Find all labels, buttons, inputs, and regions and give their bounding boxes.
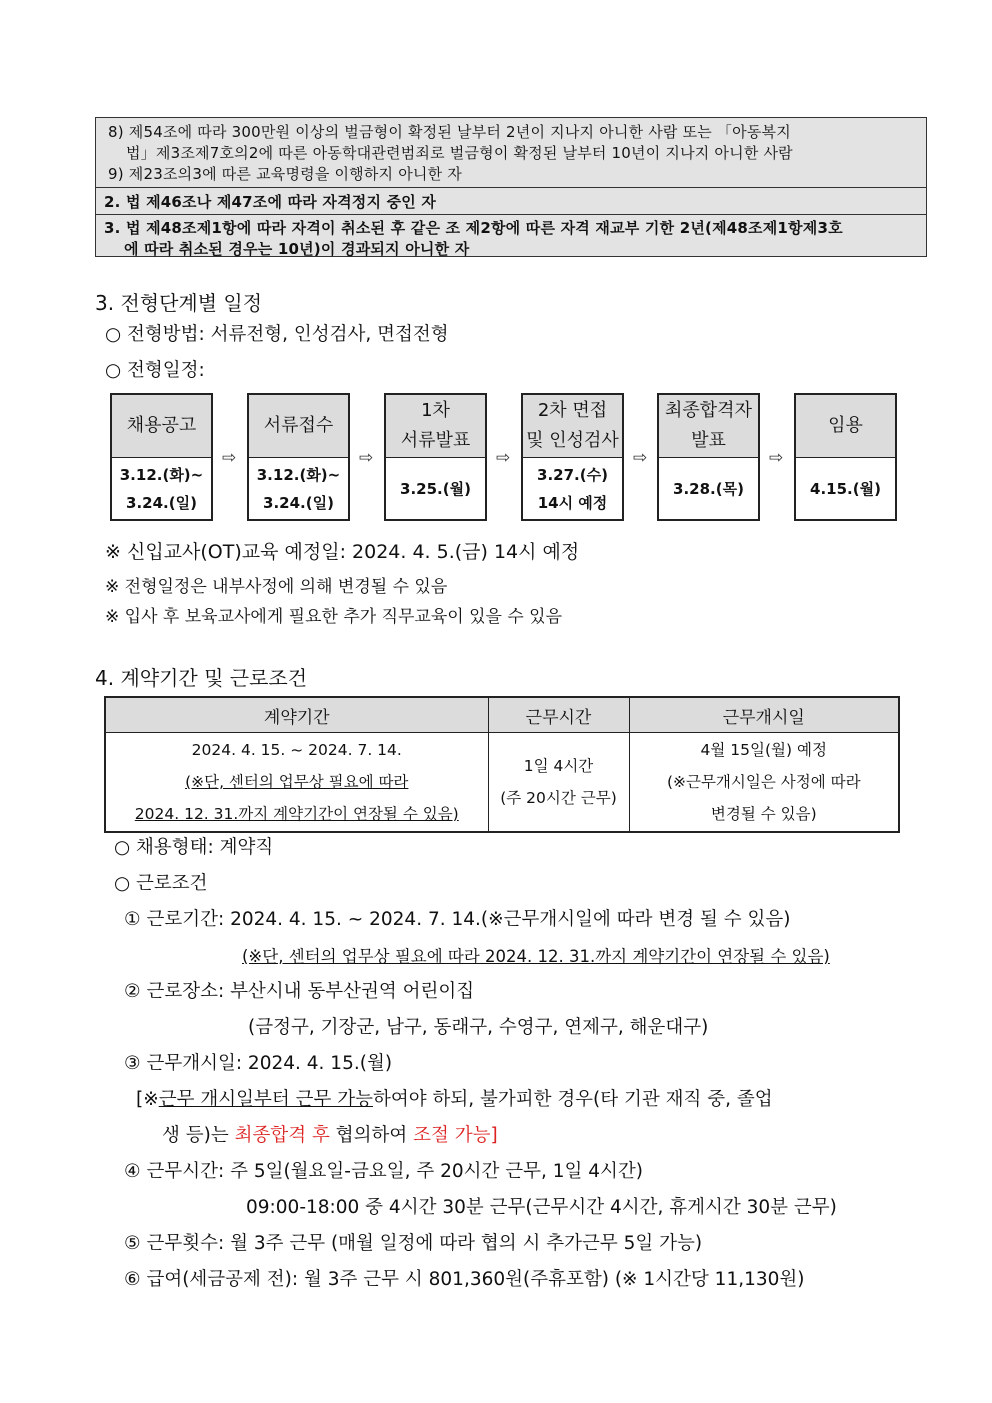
hours-line-1: 1일 4시간 — [523, 757, 594, 775]
header-start: 근무개시일 — [629, 697, 899, 733]
condition-1-sub: (※단, 센터의 업무상 필요에 따라 2024. 12. 31.까지 계약기간이 연장될 수 있음) — [242, 947, 830, 966]
step-date: 3.27.(수) 14시 예정 — [537, 466, 608, 512]
condition-4: ④ 근무시간: 주 5일(월요일-금요일, 주 20시간 근무, 1일 4시간) — [124, 1161, 644, 1182]
step-title: 채용공고 — [112, 395, 211, 458]
start-line-3: 변경될 수 있음) — [710, 805, 817, 823]
note-red-final: 최종합격 후 — [234, 1125, 330, 1146]
contract-table — [104, 696, 900, 833]
note-bracket: [※ — [136, 1089, 159, 1110]
note-red-adjust: 조절 가능] — [413, 1125, 498, 1146]
condition-2: ② 근로장소: 부산시내 동부산권역 어린이집 — [124, 981, 475, 1002]
schedule-note-2: ※ 입사 후 보육교사에게 필요한 추가 직무교육이 있을 수 있음 — [105, 607, 563, 627]
divider — [96, 214, 926, 215]
arrow-right-icon: ⇨ — [359, 448, 374, 468]
condition-5: ⑤ 근무횟수: 월 3주 근무 (매월 일정에 따라 협의 시 추가근무 5일 가능) — [124, 1233, 703, 1254]
step-title: 임용 — [796, 395, 895, 458]
condition-3-note-cont — [162, 1121, 498, 1147]
cell-start — [629, 733, 899, 833]
step-title: 최종합격자 발표 — [659, 395, 758, 458]
cell-period — [105, 733, 488, 833]
start-line-1: 4월 15일(월) 예정 — [700, 741, 827, 759]
step-date: 3.28.(목) — [673, 480, 744, 498]
schedule-step — [521, 393, 624, 521]
note-text: 협의하여 — [329, 1125, 414, 1146]
selection-method: ○ 전형방법: 서류전형, 인성검사, 면접전형 — [105, 324, 449, 345]
arrow-right-icon: ⇨ — [633, 448, 648, 468]
arrow-right-icon: ⇨ — [222, 448, 237, 468]
schedule-step — [247, 393, 350, 521]
step-date: 3.12.(화)~ 3.24.(일) — [119, 466, 204, 512]
hours-line-2: (주 20시간 근무) — [500, 789, 617, 807]
schedule-step — [657, 393, 760, 521]
step-date: 4.15.(월) — [810, 480, 881, 498]
header-period: 계약기간 — [105, 697, 488, 733]
cell-hours — [488, 733, 629, 833]
table-row — [105, 733, 899, 833]
schedule-step — [794, 393, 897, 521]
start-line-2: (※근무개시일은 사정에 따라 — [666, 773, 861, 791]
disq-item-9: 9) 제23조의3에 따른 교육명령을 이행하지 아니한 자 — [108, 165, 462, 183]
divider — [96, 187, 926, 188]
disq-item-3: 3. 법 제48조제1항에 따라 자격이 취소된 후 같은 조 제2항에 따른 자격 재교부 기한 2년(제48조제1항제3호 — [104, 219, 843, 237]
employment-type: ○ 채용형태: 계약직 — [114, 837, 274, 858]
condition-1: ① 근로기간: 2024. 4. 15. ~ 2024. 7. 14.(※근무개시일에 따라 변경 될 수 있음) — [124, 909, 791, 930]
header-hours: 근무시간 — [488, 697, 629, 733]
step-title: 2차 면접 및 인성검사 — [523, 395, 622, 458]
section3-title: 3. 전형단계별 일정 — [95, 291, 263, 315]
ot-note: ※ 신입교사(OT)교육 예정일: 2024. 4. 5.(금) 14시 예정 — [105, 541, 580, 563]
disqualification-box — [95, 117, 927, 257]
step-date: 3.12.(화)~ 3.24.(일) — [256, 466, 341, 512]
note-emphasis: 근무 개시일부터 근무 가능 — [158, 1089, 373, 1110]
disq-item-8-cont: 법」제3조제7호의2에 따른 아동학대관련범죄로 벌금형이 확정된 날부터 10년이 지나지 아니한 사람 — [126, 144, 793, 162]
schedule-label: ○ 전형일정: — [105, 360, 205, 381]
schedule-step — [384, 393, 487, 521]
arrow-right-icon: ⇨ — [769, 448, 784, 468]
disq-item-3-cont: 에 따라 취소된 경우는 10년)이 경과되지 아니한 자 — [124, 240, 470, 258]
period-line-2: (※단, 센터의 업무상 필요에 따라 — [185, 773, 409, 791]
table-header-row — [105, 697, 899, 733]
disq-item-8: 8) 제54조에 따라 300만원 이상의 벌금형이 확정된 날부터 2년이 지나지 아니한 사람 또는 「아동복지 — [108, 123, 791, 141]
disq-item-2: 2. 법 제46조나 제47조에 따라 자격정지 중인 자 — [104, 193, 437, 211]
section4-title: 4. 계약기간 및 근로조건 — [95, 666, 308, 690]
period-line-1: 2024. 4. 15. ~ 2024. 7. 14. — [191, 741, 402, 759]
schedule-step — [110, 393, 213, 521]
step-date: 3.25.(월) — [400, 480, 471, 498]
condition-2-sub: (금정구, 기장군, 남구, 동래구, 수영구, 연제구, 해운대구) — [248, 1017, 709, 1038]
step-title: 1차 서류발표 — [386, 395, 485, 458]
note-text: 생 등)는 — [162, 1125, 235, 1146]
condition-3: ③ 근무개시일: 2024. 4. 15.(월) — [124, 1053, 393, 1074]
note-text: 하여야 하되, 불가피한 경우(타 기관 재직 중, 졸업 — [372, 1089, 773, 1110]
period-line-3: 2024. 12. 31.까지 계약기간이 연장될 수 있음) — [134, 805, 459, 823]
condition-4-sub: 09:00-18:00 중 4시간 30분 근무(근무시간 4시간, 휴게시간 30분 근무) — [246, 1197, 837, 1218]
condition-6: ⑥ 급여(세금공제 전): 월 3주 근무 시 801,360원(주휴포함) (※ 1시간당 11,130원) — [124, 1269, 805, 1290]
conditions-label: ○ 근로조건 — [114, 873, 208, 894]
schedule-note-1: ※ 전형일정은 내부사정에 의해 변경될 수 있음 — [105, 577, 448, 597]
step-title: 서류접수 — [249, 395, 348, 458]
arrow-right-icon: ⇨ — [496, 448, 511, 468]
condition-3-note — [136, 1085, 773, 1111]
